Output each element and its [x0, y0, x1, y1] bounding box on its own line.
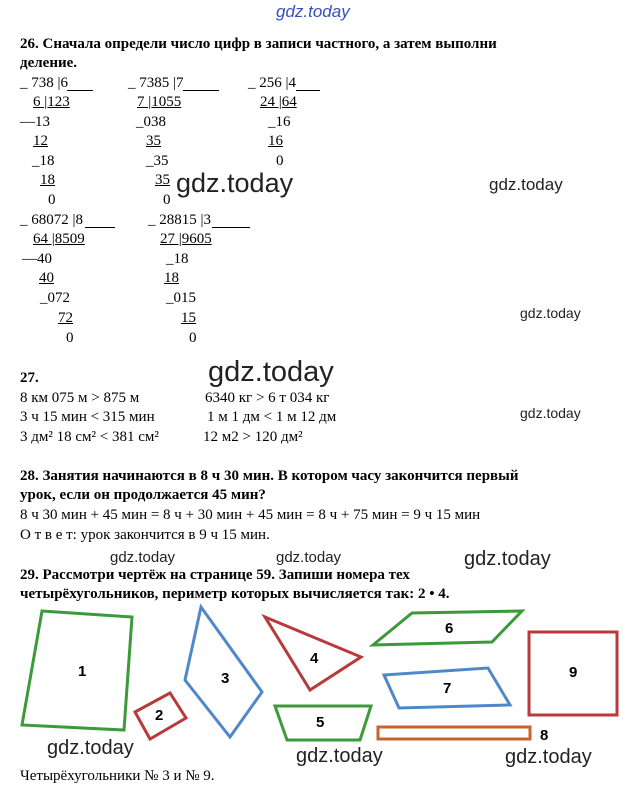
figure-label: 2 [155, 707, 164, 724]
watermark: gdz.today [47, 737, 134, 759]
task26-title-cont: деление. [20, 55, 78, 71]
comparison: 3 дм² 18 см² < 381 см² [20, 429, 159, 445]
watermark: gdz.today [296, 745, 383, 767]
watermark: gdz.today [520, 305, 581, 321]
watermark: gdz.today [489, 175, 563, 194]
div1-line: 18 [40, 172, 55, 188]
task29-title: 29. Рассмотри чертёж на странице 59. Запиши номера тех [20, 567, 410, 583]
figure-label: 3 [221, 670, 230, 687]
div5-line: 15 [181, 310, 196, 326]
figure-label: 9 [569, 664, 578, 681]
div2-line: _ 7385 |7 [128, 75, 184, 91]
figure-label: 8 [540, 727, 549, 744]
watermark: gdz.today [276, 549, 342, 566]
div3-line: 16 [268, 133, 283, 149]
comparison: 3 ч 15 мин < 315 мин [20, 409, 155, 425]
div5-line: 0 [189, 330, 197, 346]
div3-line: 24 |64 [260, 94, 297, 110]
div2-line: 35 [146, 133, 161, 149]
div5-line: 18 [164, 270, 179, 286]
figure-label: 6 [445, 620, 454, 637]
div1-line: _ 738 |6 [20, 75, 69, 91]
task28-title-cont: урок, если он продолжается 45 мин? [20, 487, 266, 503]
div2-line: 7 |1055 [137, 94, 182, 110]
div2-line: 0 [163, 192, 171, 208]
comparison: 1 м 1 дм < 1 м 12 дм [207, 409, 337, 425]
div3-line: 0 [276, 153, 284, 169]
div4-line: 40 [39, 270, 54, 286]
watermark: gdz.today [505, 746, 592, 768]
task28-title: 28. Занятия начинаются в 8 ч 30 мин. В котором часу закончится первый [20, 468, 519, 484]
div5-line: _ 28815 |3 [148, 212, 212, 228]
task28-answer: О т в е т: урок закончится в 9 ч 15 мин. [20, 527, 270, 543]
watermark-top: gdz.today [276, 2, 350, 21]
comparison: 8 км 075 м > 875 м [20, 390, 140, 406]
comparison: 12 м2 > 120 дм² [203, 429, 303, 445]
task28-solution: 8 ч 30 мин + 45 мин = 8 ч + 30 мин + 45 мин = 8 ч + 75 мин = 9 ч 15 мин [20, 507, 481, 523]
div1-line: —13 [20, 114, 50, 130]
div1-line: _18 [32, 153, 55, 169]
div2-line: _35 [146, 153, 169, 169]
task26-title: 26. Сначала определи число цифр в записи частного, а затем выполни [20, 36, 497, 52]
figure-label: 4 [310, 650, 319, 667]
task29-answer: Четырёхугольники № 3 и № 9. [20, 768, 215, 784]
task27-title: 27. [20, 370, 39, 386]
div5-line: 27 |9605 [160, 231, 212, 247]
div4-line: 72 [58, 310, 73, 326]
figure-label: 7 [443, 680, 452, 697]
div3-line: _16 [268, 114, 291, 130]
div2-line: _038 [136, 114, 166, 130]
figure-label: 1 [78, 663, 87, 680]
quadrilateral-8 [378, 727, 530, 739]
div3-line: _ 256 |4 [248, 75, 297, 91]
div1-line: 6 |123 [33, 94, 70, 110]
div4-line: 0 [66, 330, 74, 346]
div1-line: 12 [33, 133, 48, 149]
watermark: gdz.today [110, 549, 176, 566]
div4-line: —40 [22, 251, 52, 267]
watermark: gdz.today [208, 356, 334, 388]
div4-line: 64 |8509 [33, 231, 85, 247]
watermark: gdz.today [520, 405, 581, 421]
figure-label: 5 [316, 714, 325, 731]
watermark: gdz.today [176, 168, 294, 198]
div1-line: 0 [48, 192, 56, 208]
task29-title-cont: четырёхугольников, периметр которых вычисляется так: 2 • 4. [20, 586, 450, 602]
watermark: gdz.today [464, 548, 551, 570]
div4-line: _ 68072 |8 [20, 212, 84, 228]
div4-line: _072 [40, 290, 70, 306]
comparison: 6340 кг > 6 т 034 кг [205, 390, 330, 406]
div5-line: _18 [166, 251, 189, 267]
quadrilateral-1 [22, 611, 132, 730]
div5-line: _015 [166, 290, 196, 306]
div2-line: 35 [155, 172, 170, 188]
